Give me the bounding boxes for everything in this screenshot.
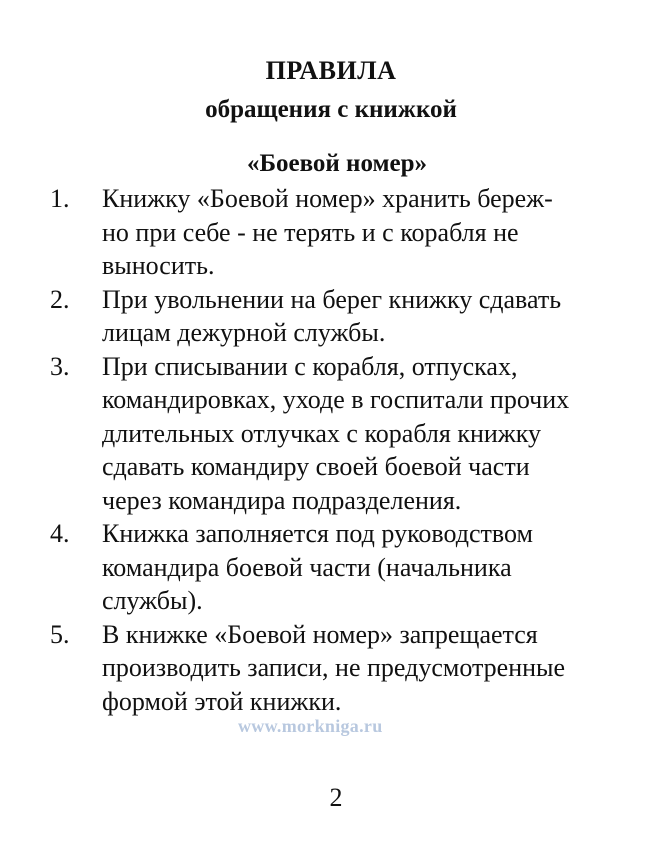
rule-item (50, 350, 620, 518)
rule-text-line: сдавать командиру своей боевой части (102, 452, 530, 481)
rule-text-line: но при себе - не терять и с корабля не (102, 217, 519, 247)
rule-text-line: через командира подразделения. (102, 485, 462, 515)
rule-item (50, 182, 620, 283)
rule-number: 2. (50, 284, 70, 314)
rule-item (50, 283, 620, 350)
rule-text-line: производить записи, не предусмотренные (102, 653, 566, 682)
rule-text-line: службы). (102, 586, 203, 615)
rule-number: 5. (50, 619, 70, 649)
page-number: 2 (329, 783, 343, 812)
rule-text-line: командира боевой части (начальника (102, 552, 512, 582)
page-title: ПРАВИЛА (265, 56, 397, 85)
rule-text-line: Книжка заполняется под руководством (102, 519, 533, 548)
page-subtitle: обращения с книжкой (205, 96, 457, 123)
rule-item (50, 517, 620, 618)
rule-text-line: При списывании с корабля, отпусках, (102, 351, 518, 381)
rule-number: 1. (50, 184, 70, 213)
rule-text-line: длительных отлучках с корабля книжку (102, 418, 542, 448)
rule-text-line: командировках, уходе в госпитали прочих (102, 385, 570, 414)
rule-text-line: При увольнении на берег книжку сдавать (102, 284, 562, 314)
rule-text-line: В книжке «Боевой номер» запрещается (102, 619, 538, 649)
rule-item (50, 618, 620, 719)
rule-number: 3. (50, 351, 70, 381)
rule-text-line: Книжку «Боевой номер» хранить береж- (102, 184, 553, 213)
rules-list (50, 182, 620, 718)
rule-text-line: формой этой книжки. (102, 686, 342, 716)
booklet-name: «Боевой номер» (246, 150, 428, 177)
rule-text-line: выносить. (102, 251, 215, 280)
rule-text-line: лицам дежурной службы. (102, 318, 386, 347)
watermark: www.morkniga.ru (238, 716, 383, 736)
rule-number: 4. (50, 519, 70, 548)
